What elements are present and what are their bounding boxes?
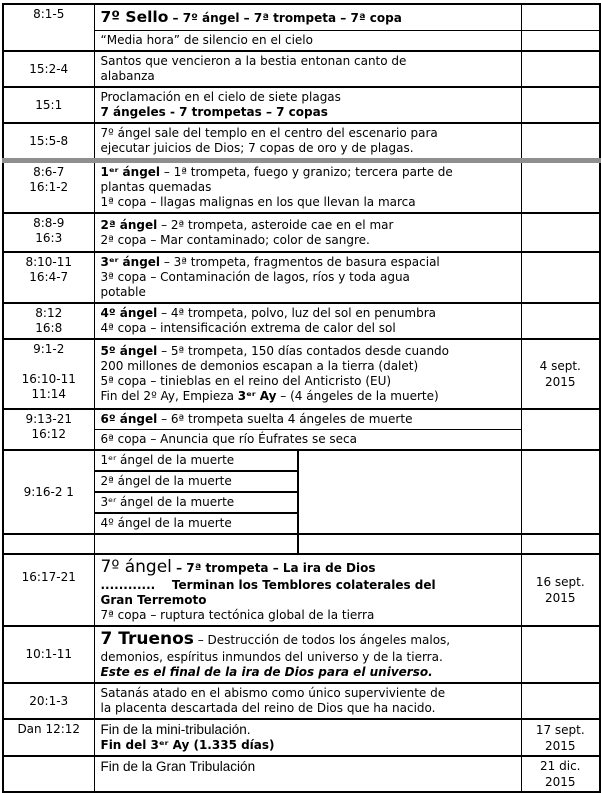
table-row — [3, 51, 600, 87]
table-row — [3, 161, 600, 214]
ref-cell-8-1-5: 8:1-5 — [3, 4, 94, 51]
ref-cell-15-2-4: 15:2-4 — [3, 51, 94, 87]
table-row — [3, 213, 600, 252]
spacer-row — [3, 534, 600, 554]
table-row — [3, 339, 600, 409]
empty-cell — [94, 534, 298, 554]
date-cell-empty — [521, 252, 600, 303]
chronology-table — [2, 3, 601, 793]
body-cell-angel-muerte-3: 3ᵉʳ ángel de la muerte — [94, 492, 298, 513]
empty-cell — [3, 756, 94, 792]
body-cell-cuarto-angel: 4º ángel – 4ª trompeta, polvo, luz del sol en penumbra 4ª copa – intensificación extrema de calor del sol — [94, 303, 521, 339]
empty-cell — [3, 534, 94, 554]
ref-cell-8-8-9: 8:8-9 16:3 — [3, 213, 94, 252]
body-cell-angel-muerte-2: 2ª ángel de la muerte — [94, 471, 298, 492]
table-row — [3, 626, 600, 683]
date-cell-empty — [521, 626, 600, 683]
date-cell-16-sept-2015: 16 sept. 2015 — [521, 554, 600, 626]
body-cell-siete-truenos: 7 Truenos – Destrucción de todos los ángeles malos, demonios, espíritus inmundos del universo y de la tierra. Este es el final de la ira de Dios para el universo. — [94, 626, 521, 683]
date-cell-empty — [521, 31, 600, 52]
body-cell-angel-muerte-1: 1ᵉʳ ángel de la muerte — [94, 450, 298, 471]
table-row — [3, 756, 600, 792]
body-cell-santos-canto: Santos que vencieron a la bestia entonan canto de alabanza — [94, 51, 521, 87]
table-row — [3, 719, 600, 756]
body-cell-fin-mini-tribulacion: Fin de la mini-tribulación. Fin del 3ᵉʳ Ay (1.335 días) — [94, 719, 521, 756]
date-cell-empty — [521, 303, 600, 339]
date-cell-empty — [521, 450, 600, 534]
body-cell-septimo-sello-title: 7º Sello – 7º ángel – 7ª trompeta – 7ª copa — [94, 4, 521, 31]
date-cell-empty — [521, 683, 600, 719]
table-row — [3, 252, 600, 303]
date-cell-empty — [521, 123, 600, 161]
date-cell-17-sept-2015: 17 sept. 2015 — [521, 719, 600, 756]
table-row — [3, 303, 600, 339]
ref-cell-15-1: 15:1 — [3, 87, 94, 123]
ref-cell-8-6-7: 8:6-7 16:1-2 — [3, 161, 94, 214]
body-cell-sexto-angel: 6º ángel – 6ª trompeta suelta 4 ángeles de muerte — [94, 409, 521, 430]
table-row — [3, 683, 600, 719]
ref-cell-15-5-8: 15:5-8 — [3, 123, 94, 161]
body-cell-media-hora: “Media hora” de silencio en el cielo — [94, 31, 521, 52]
table-row — [3, 4, 600, 31]
ref-cell-20-1-3: 20:1-3 — [3, 683, 94, 719]
date-cell-empty — [521, 161, 600, 214]
body-cell-satanas-atado: Satanás atado en el abismo como único superviviente de la placenta descartada del reino de Dios que ha nacido. — [94, 683, 521, 719]
ref-cell-16-17-21: 16:17-21 — [3, 554, 94, 626]
body-cell-septimo-angel: 7º ángel – 7ª trompeta – La ira de Dios ............ Terminan los Temblores colaterales del Gran Terremoto 7ª copa – ruptura tectónica global de la tierra — [94, 554, 521, 626]
body-cell-primer-angel: 1ᵉʳ ángel – 1ª trompeta, fuego y granizo; tercera parte de plantas quemadas 1ª copa – llagas malignas en los que llevan la marca — [94, 161, 521, 214]
date-cell-empty — [521, 4, 600, 31]
table-row — [3, 123, 600, 161]
ref-cell-9-16-21: 9:16-2 1 — [3, 450, 94, 534]
ref-cell-9-1-2: 9:1-2 16:10-11 11:14 — [3, 339, 94, 409]
body-cell-segundo-angel: 2ª ángel – 2ª trompeta, asteroide cae en el mar 2ª copa – Mar contaminado; color de sangre. — [94, 213, 521, 252]
body-cell-quinto-angel: 5º ángel – 5ª trompeta, 150 días contados desde cuando 200 millones de demonios escapan a la tierra (dalet) 5ª copa – tinieblas en el reino del Anticristo (EU) Fin del 2º Ay, Empieza 3ᵉʳ Ay – (4 ángeles de la muerte) — [94, 339, 521, 409]
body-cell-fin-gran-tribulacion: Fin de la Gran Tribulación — [94, 756, 521, 792]
body-cell-angel-muerte-4: 4º ángel de la muerte — [94, 513, 298, 534]
table-row — [3, 554, 600, 626]
table-row — [3, 450, 600, 471]
ref-cell-dan-12-12: Dan 12:12 — [3, 719, 94, 756]
table-row — [3, 87, 600, 123]
body-cell-angel-sale-templo: 7º ángel sale del templo en el centro del escenario para ejecutar juicios de Dios; 7 copas de oro y de plagas. — [94, 123, 521, 161]
empty-cell — [298, 450, 521, 534]
body-cell-tercer-angel: 3ᵉʳ ángel – 3ª trompeta, fragmentos de basura espacial 3ª copa – Contaminación de lagos, ríos y toda agua potable — [94, 252, 521, 303]
empty-cell — [298, 534, 521, 554]
body-cell-proclamacion: Proclamación en el cielo de siete plagas 7 ángeles - 7 trompetas – 7 copas — [94, 87, 521, 123]
ref-cell-8-12: 8:12 16:8 — [3, 303, 94, 339]
date-cell-21-dic-2015: 21 dic. 2015 — [521, 756, 600, 792]
date-cell-4-sept-2015: 4 sept. 2015 — [521, 339, 600, 409]
date-cell-empty — [521, 213, 600, 252]
body-cell-sexta-copa: 6ª copa – Anuncia que río Éufrates se seca — [94, 430, 521, 451]
table-row — [3, 409, 600, 430]
date-cell-empty — [521, 87, 600, 123]
date-cell-empty — [521, 409, 600, 450]
ref-cell-9-13-21: 9:13-21 16:12 — [3, 409, 94, 450]
date-cell-empty — [521, 51, 600, 87]
date-cell-empty — [521, 534, 600, 554]
ref-cell-8-10-11: 8:10-11 16:4-7 — [3, 252, 94, 303]
ref-cell-10-1-11: 10:1-11 — [3, 626, 94, 683]
